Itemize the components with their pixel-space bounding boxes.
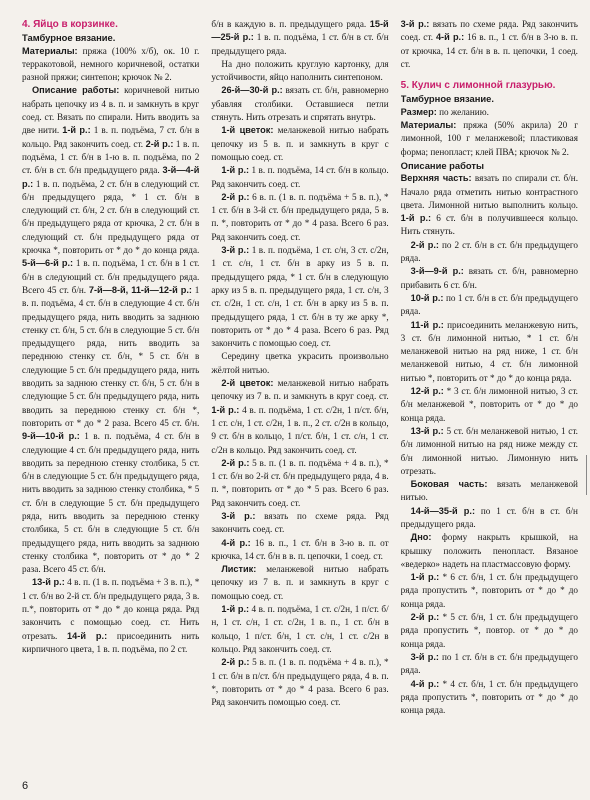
row-paragraph [401, 611, 578, 651]
row-label: 2-й р.: [221, 191, 250, 202]
row-text: 16 в. п., 1 ст. б/н в 3-ю в. п. от крючка, 14 ст. б/н в в. п. цепочки, 1 соед. ст. [400, 32, 578, 69]
row-label: 3-й—4-й р.: [22, 165, 200, 189]
row-paragraph [401, 292, 578, 319]
row-label: 1-й р.: [410, 572, 440, 583]
row-text: по 2 ст. б/н в ст. б/н предыдущего ряда. [400, 239, 578, 264]
row-text: 6 в. п. (1 в. п. подъёма + 5 в. п.), * 1 ст. б/н в 3-й ст. б/н предыдущего ряда, 5 в. п. *, повторить от * до * 4 раза. Всего 6 раз. Ряд закончить соед. ст. [211, 191, 389, 242]
row-label: 14-й—35-й р.: [410, 505, 476, 516]
description-label: Описание работы: [32, 85, 120, 96]
row-text: 16 в. п., 1 ст. б/н в 3-ю в. п. от крючка, 14 ст. б/н в в. п. цепочки, 1 соед. ст. [211, 537, 389, 561]
row-paragraph [401, 319, 578, 385]
row-label: 13-й р.: [32, 577, 65, 588]
flower2-text: меланжевой нитью набрать цепочку из 7 в. п. и замкнуть в круг соед. ст. [211, 378, 389, 402]
row-label: 4-й р.: [435, 32, 465, 43]
row-text: б/н в каждую в. п. предыдущего ряда. [211, 19, 367, 29]
top-part-label: Верхняя часть: [400, 173, 472, 184]
row-label: 7-й—8-й, 11-й—12-й р.: [88, 284, 192, 295]
materials-paragraph [401, 119, 578, 159]
note-paragraph: Середину цветка украсить произвольно жёлтой нитью. [211, 351, 389, 375]
flower1-text: меланжевой нитью набрать цепочку из 5 в. п. и замкнуть в круг с помощью соед. ст. [211, 125, 389, 162]
row-paragraph [401, 425, 578, 478]
row-label: 1-й р.: [211, 404, 240, 415]
row-text: по 1 ст. б/н в ст. б/н предыдущего ряда. [400, 505, 578, 529]
column-3 [401, 18, 578, 786]
side-part-paragraph [401, 478, 578, 505]
column-2 [211, 18, 388, 786]
top-part-text: вязать по спирали ст. б/н. Начало ряда отметить нитью контрастного цвета. Лимонной нитью выполнить кольцо. [400, 173, 578, 210]
row-text: по 1 ст. б/н в ст. б/н предыдущего ряда. [400, 292, 578, 317]
technique-label: Тамбурное вязание. [22, 32, 116, 44]
row-text: 1 в. п. подъёма, 7 ст. б/н в кольцо. Ряд закончить соед. ст. [22, 125, 200, 149]
row-text: вязать ст. б/н, равномерно прибавить 6 ст. б/н. [400, 266, 578, 290]
flower1-label: 1-й цветок: [221, 125, 274, 136]
row-label: 2-й р.: [410, 612, 440, 623]
leaf-paragraph [211, 563, 388, 603]
materials-label: Материалы: [400, 120, 457, 131]
row-paragraph [211, 84, 388, 124]
row-label: 10-й р.: [410, 292, 444, 303]
row-text: 4 в. п. подъёма, 1 ст. с/2н, 1 п/ст. б/н, 1 ст. с/н, 1 ст. с/2н, 1 в. п., 1 ст. б/н в кольцо, 1 п/ст. б/н, 1 ст. с/н, 1 ст. с/2н в кольцо. Ряд закончить соед. ст. [211, 604, 389, 654]
row-paragraph [401, 385, 578, 425]
scan-edge-mark [586, 455, 587, 495]
row-text: вязать ст. б/н, равномерно убавляя столбики. Оставшиеся петли стянуть. Нить отрезать и спрятать внутрь. [211, 85, 389, 123]
row-paragraph [211, 537, 388, 564]
bottom-label: Дно: [410, 532, 432, 543]
row-text: 1 в. п. подъёма, 1 ст. с/н, 3 ст. с/2н, 1 ст. с/н, 1 ст. б/н в арку из 5 в. п. предыдущего ряда, * 1 ст. б/н в следующую арку из 5 в. п. предыдущего ряда, 1 ст. с/н, 3 ст. с/2н, 1 ст. с/н, 1 ст. б/н в арку из 5 в. п. предыдущего ряда, 1 ст. б/н в ту же арку *, повторить от * до * 4 раза. Всего 6 раз. Ряд закончить с помощью соед. ст. [211, 245, 389, 349]
row-paragraph [401, 571, 578, 611]
row-label: 2-й р.: [145, 138, 174, 149]
row-text: * 4 ст. б/н, 1 ст. б/н предыдущего ряда пропустить *, повторить от * до * до конца ряда. [400, 678, 578, 716]
row-text: 4 в. п. (1 в. п. подъёма + 3 в. п.), * 1 ст. б/н во 2-й ст. б/н предыдущего ряда, 3 в. п.*, повторить от * до * до конца ряда. Ряд закончить с помощью соед. ст. Нить отрезать. [22, 577, 200, 641]
row-label: 4-й р.: [221, 537, 251, 548]
description-paragraph [22, 84, 199, 576]
flower2-label: 2-й цветок: [221, 378, 274, 389]
row-paragraph [211, 191, 388, 244]
row-paragraph [211, 244, 388, 350]
row-label: 3-й р.: [221, 245, 250, 256]
side-part-label: Боковая часть: [410, 479, 488, 490]
materials-text: пряжа (100% х/б), ок. 10 г. терракотовой, немного коричневой, остатки разной пряжи; синтепон; крючок № 2. [22, 45, 200, 83]
row-text: вязать по схеме ряда. Ряд закончить соед. ст. [400, 19, 578, 43]
row-text: 1 в. п. подъёма, 2 ст. б/н в следующий ст. б/н предыдущего ряда, * 1 ст. б/н в следующий ст. б/н, 2 ст. б/н в следующий ст. б/н предыдущего ряда от крючка, 2 ст. б/н в следующий ст. б/н предыдущего ряда от крючка *, повторить от * до * до конца ряда. [22, 178, 200, 256]
row-label: 3-й р.: [410, 651, 439, 662]
bottom-paragraph [401, 531, 578, 571]
row-text: 1 в. п. подъёма, 4 ст. б/н в следующие 4 ст. б/н предыдущего ряда, нить вводить за переднюю стенку столбика, 5 ст. б/н в следующие 5 ст. б/н предыдущего ряда, нить вводить за заднюю стенку столбика, * 5 ст. б/н в следующие 5 ст. б/н предыдущего ряда, нить вводить за переднюю стенку столбика, 5 ст. б/н в следующие 5 ст. б/н предыдущего ряда, нить вводить за заднюю стенку столбика *, повторить от * до * 2 раза. Всего 45 ст. б/н. [22, 431, 200, 575]
row-paragraph [22, 576, 199, 656]
row-label: 9-й—10-й р.: [22, 431, 80, 442]
row-label: 15-й—25-й р.: [211, 19, 389, 43]
row-text: 1 в. п. подъёма, 1 ст. б/н в 1 ст. б/н в следующий ст. б/н предыдущего ряда. Всего 45 ст. б/н. [22, 258, 200, 295]
row-text: 1 в. п. подъёма, 4 ст. б/н в следующие 4 ст. б/н предыдущего ряда, нить вводить за заднюю стенку ст. б/н, 5 ст. б/н в следующие 5 ст. б/н предыдущего ряда, нить вводить за переднюю стенку ст. б/н, * 5 ст. б/н в следующие 5 ст. б/н предыдущего ряда, нить вводить за заднюю стенку ст. б/н, 5 ст. б/н в следующие 5 ст. б/н предыдущего ряда, нить вводить за переднюю стенку ст. б/н *, повторить от * до * 2 раза. Всего 45 ст. б/н. [22, 284, 200, 428]
size-paragraph [401, 106, 578, 119]
row-paragraph [401, 651, 578, 678]
row-text: присоединить нить кирпичного цвета, 1 в. п. подъёма, по 2 ст. [22, 630, 200, 654]
flower2-paragraph [211, 377, 388, 457]
text-columns [22, 18, 578, 786]
row-label: 1-й р.: [400, 213, 432, 224]
description-text: коричневой нитью набрать цепочку из 4 в. п. и замкнуть в круг соед. ст. Вязать по спирали. Нить вводить за две нити. [22, 85, 200, 136]
row-paragraph [211, 510, 388, 537]
row-paragraph [401, 505, 578, 532]
row-label: 5-й—6-й р.: [22, 258, 74, 269]
row-paragraph [401, 239, 578, 266]
note-paragraph: На дно положить круглую картонку, для устойчивости, яйцо наполнить синтепоном. [211, 58, 389, 83]
description-label: Описание работы [400, 159, 484, 171]
section-title-egg: 4. Яйцо в корзинке. [22, 19, 118, 30]
column-1 [22, 18, 199, 786]
row-label: 2-й р.: [221, 457, 250, 468]
materials-text: пряжа (50% акрила) 20 г лимонной, 100 г меланжевой; пластиковая форма; пенопласт; клей ПВА; крючок № 2. [400, 120, 578, 157]
row-label: 3-й—9-й р.: [410, 266, 464, 277]
row-paragraph [211, 656, 388, 709]
row-text: 1 в. п. подъёма, 1 ст. б/н в ст. б/н предыдущего ряда. [211, 32, 389, 56]
bottom-text: форму накрыть крышкой, на крышку положить пенопласт. Вязаное «ведерко» надеть на пластмассовую форму. [400, 532, 578, 569]
flower1-paragraph [211, 124, 388, 164]
section-title-kulich: 5. Кулич с лимонной глазурью. [400, 80, 556, 92]
row-paragraph [211, 457, 388, 510]
row-text: присоединить меланжевую нить, 3 ст. б/н лимонной нитью, * 1 ст. б/н меланжевой нитью на ряд ниже, 1 ст. б/н меланжевой нитью, 4 ст. б/н лимонной нитью *, повторить от * до * до конца ряда. [400, 319, 578, 383]
size-text: по желанию. [439, 106, 489, 117]
row-text: 1 в. п. подъёма, 1 ст. б/н в 1-ю в. п. подъёма, по 2 ст. б/н в ст. б/н предыдущего ряда. [22, 138, 200, 176]
row-text: 6 ст. б/н в получившееся кольцо. Нить стянуть. [400, 213, 578, 237]
materials-label: Материалы: [22, 45, 78, 56]
row-paragraph [401, 18, 578, 71]
leaf-text: меланжевой нитью набрать цепочку из 7 в. п. и замкнуть в круг с помощью соед. ст. [211, 564, 389, 601]
row-text: по 1 ст. б/н в ст. б/н предыдущего ряда. [400, 651, 578, 676]
row-label: 3-й р.: [221, 510, 256, 521]
row-paragraph [211, 164, 388, 191]
side-part-text: вязать меланжевой нитью. [400, 479, 578, 503]
row-text: * 5 ст. б/н, 1 ст. б/н предыдущего ряда пропустить *, повтор. от * до * до конца ряда. [400, 612, 578, 649]
row-label: 2-й р.: [410, 239, 439, 250]
row-label: 2-й р.: [221, 657, 250, 668]
top-part-paragraph [401, 172, 578, 238]
row-label: 26-й—30-й р.: [221, 85, 283, 96]
row-text: 5 в. п. (1 в. п. подъёма + 4 в. п.), * 1 ст. б/н во 2-й ст. б/н предыдущего ряда, 4 в. п. *, повторить от * до * 5 раз. Всего 6 раз. Ряд закончить соед. ст. [211, 457, 389, 508]
row-label: 3-й р.: [400, 19, 430, 29]
row-paragraph [401, 678, 578, 718]
row-label: 1-й р.: [221, 165, 250, 176]
row-paragraph [211, 603, 388, 656]
row-text: * 6 ст. б/н, 1 ст. б/н предыдущего ряда пропустить *, повторить от * до * до конца ряда. [400, 572, 578, 609]
row-label: 11-й р.: [410, 319, 444, 330]
row-label: 4-й р.: [410, 678, 440, 689]
row-label: 12-й р.: [410, 386, 444, 397]
row-label: 1-й р.: [221, 604, 250, 615]
row-label: 1-й р.: [62, 125, 91, 136]
continued-text [211, 18, 388, 58]
row-text: вязать по схеме ряда. Ряд закончить соед. ст. [211, 510, 389, 535]
technique-label: Тамбурное вязание. [400, 93, 494, 105]
materials-paragraph [22, 45, 199, 85]
row-text: * 3 ст. б/н лимонной нитью, 3 ст. б/н меланжевой *, повторить от * до * до конца ряда. [400, 386, 578, 423]
row-paragraph [401, 265, 578, 292]
row-text: 5 в. п. (1 в. п. подъёма + 4 в. п.), * 1 ст. б/н в п/ст. б/н предыдущего ряда, 4 в. п. *, повторить от * до * 4 раза. Всего 6 раз. Ряд закончить помощью соед. ст. [211, 657, 389, 708]
row-text: 5 ст. б/н меланжевой нитью, 1 ст. б/н лимонной нитью на ряд ниже между ст. б/н лимонной нитью. Лимонную нить отрезать. [400, 425, 578, 476]
section-spacer [401, 71, 578, 79]
page-number: 6 [22, 780, 29, 792]
leaf-label: Листик: [221, 564, 257, 575]
row-label: 14-й р.: [67, 630, 108, 641]
row-text: 4 в. п. подъёма, 1 ст. с/2н, 1 п/ст. б/н, 1 ст. с/н, 1 ст. с/2н, 1 в. п., 2 ст. с/2н в кольцо, 9 ст. б/н в кольцо, 1 п/ст. б/н, 1 ст. с/н, 1 ст. с/2н в кольцо. Ряд закончить соед. ст. [211, 404, 389, 455]
row-text: 1 в. п. подъёма, 14 ст. б/н в кольцо. Ряд закончить соед. ст. [211, 165, 389, 189]
size-label: Размер: [400, 106, 437, 117]
row-label: 13-й р.: [410, 425, 444, 436]
